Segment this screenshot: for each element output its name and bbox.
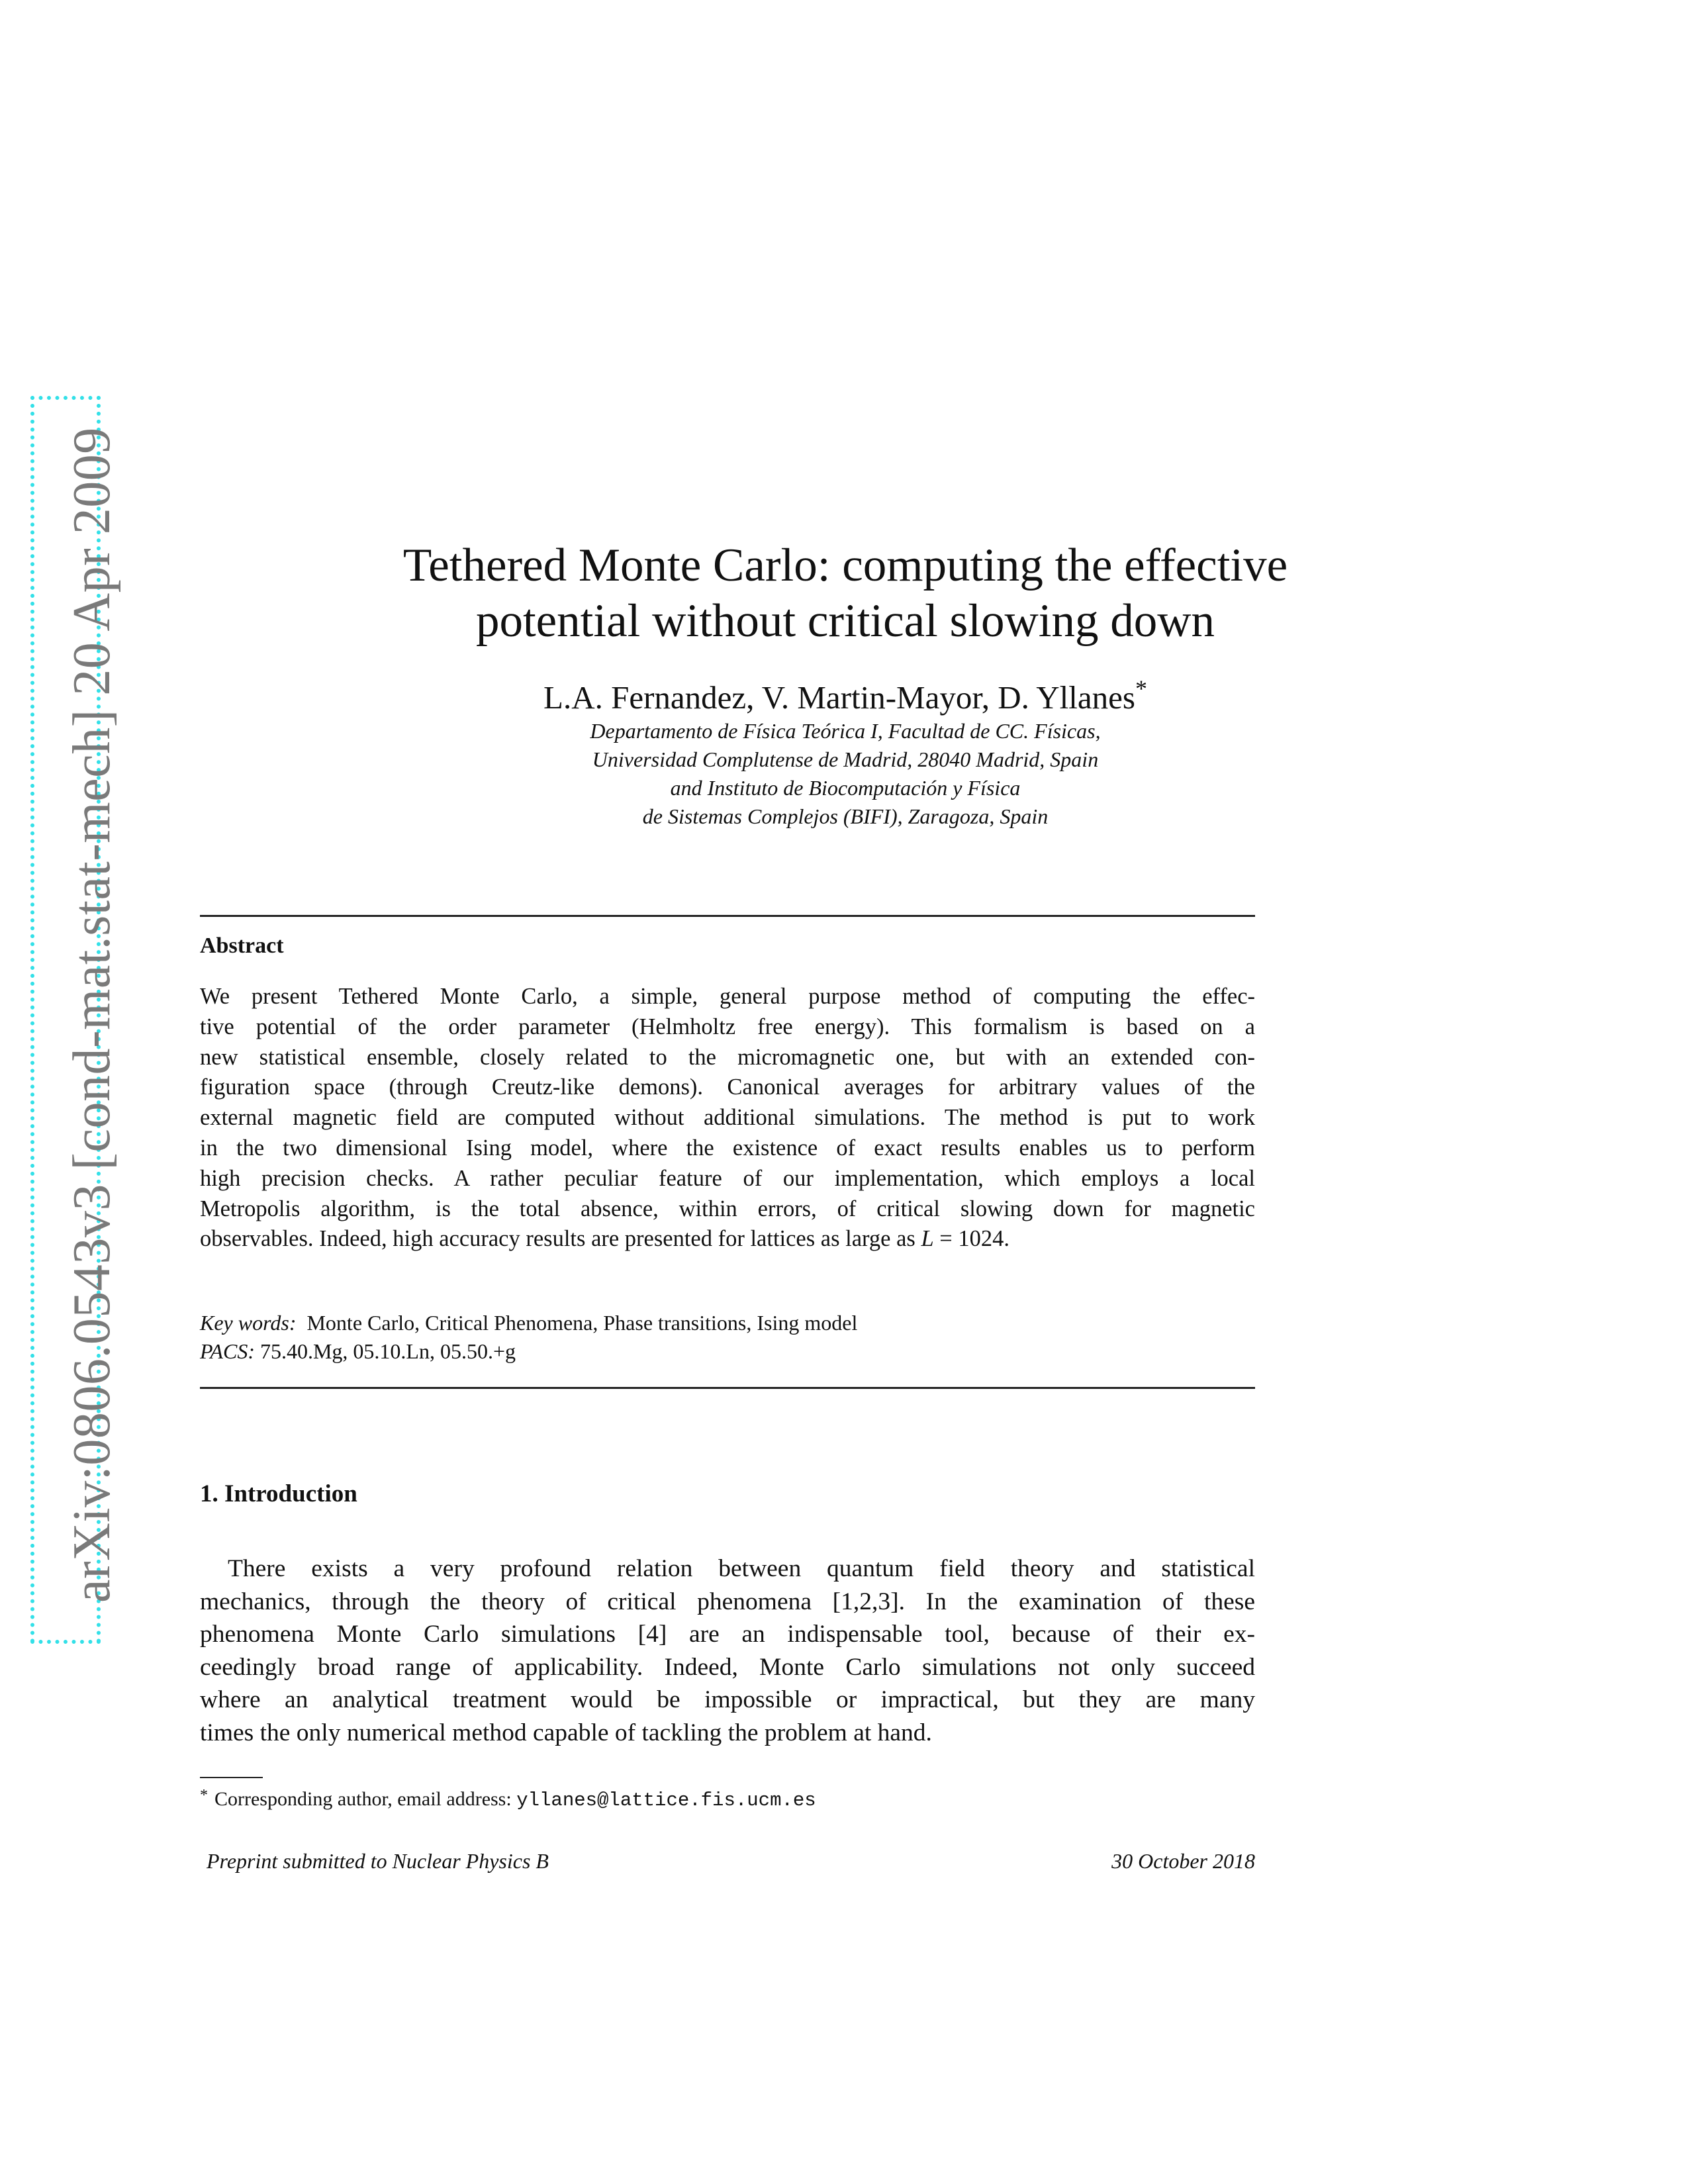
abstract-last-text: observables. Indeed, high accuracy results are presented for lattices as large as bbox=[200, 1226, 921, 1252]
author-footnote-mark[interactable]: * bbox=[1135, 675, 1147, 702]
intro-line: phenomena Monte Carlo simulations [4] are an indispensable tool, because of their ex- bbox=[200, 1621, 1255, 1648]
section-heading-introduction: 1. Introduction bbox=[200, 1480, 357, 1507]
footnote-text: Corresponding author, email address: bbox=[214, 1788, 517, 1810]
affiliation-line: Universidad Complutense de Madrid, 28040 Madrid, Spain bbox=[592, 747, 1099, 771]
title-line-2: potential without critical slowing down bbox=[475, 595, 1215, 647]
abstract-body bbox=[200, 982, 1255, 1255]
arxiv-identifier[interactable]: arXiv:0806.0543v3 [cond-mat.stat-mech] 20 Apr 2009 bbox=[63, 427, 121, 1603]
lattice-size-value: = 1024. bbox=[933, 1226, 1010, 1252]
corresponding-author-footnote bbox=[200, 1782, 816, 1814]
title-line-1: Tethered Monte Carlo: computing the effective bbox=[402, 540, 1288, 591]
intro-line: ceedingly broad range of applicability. Indeed, Monte Carlo simulations not only succeed bbox=[200, 1653, 1255, 1681]
author-names: L.A. Fernandez, V. Martin-Mayor, D. Yllanes bbox=[543, 679, 1135, 716]
intro-line: where an analytical treatment would be impossible or impractical, but they are many bbox=[200, 1686, 1255, 1713]
abstract-bottom-rule bbox=[200, 1387, 1255, 1389]
introduction-paragraph bbox=[200, 1552, 1255, 1749]
pacs-line bbox=[200, 1337, 857, 1366]
affiliation-line: de Sistemas Complejos (BIFI), Zaragoza, Spain bbox=[642, 804, 1049, 828]
abstract-last-line bbox=[200, 1224, 1255, 1255]
paper-title bbox=[200, 538, 1491, 649]
abstract-line: Metropolis algorithm, is the total absence, within errors, of critical slowing down for magnetic bbox=[200, 1196, 1255, 1221]
pacs-value: 75.40.Mg, 05.10.Ln, 05.50.+g bbox=[259, 1339, 516, 1363]
pacs-label: PACS: bbox=[200, 1339, 255, 1363]
affiliation-line: Departamento de Física Teórica I, Facultad de CC. Físicas, bbox=[590, 719, 1101, 743]
abstract-line: in the two dimensional Ising model, where the existence of exact results enables us to perform bbox=[200, 1135, 1255, 1161]
preprint-date: 30 October 2018 bbox=[1111, 1849, 1255, 1873]
author-email-link[interactable]: yllanes@lattice.fis.ucm.es bbox=[516, 1789, 816, 1811]
abstract-line: high precision checks. A rather peculiar feature of our implementation, which employs a local bbox=[200, 1165, 1255, 1191]
abstract-line: figuration space (through Creutz-like demons). Canonical averages for arbitrary values of the bbox=[200, 1074, 1255, 1100]
abstract-line: external magnetic field are computed without additional simulations. The method is put to work bbox=[200, 1105, 1255, 1131]
keywords-label: Key words: bbox=[200, 1311, 297, 1335]
footnote-rule bbox=[200, 1777, 263, 1778]
abstract-heading: Abstract bbox=[200, 933, 284, 958]
affiliation bbox=[200, 717, 1491, 831]
intro-line: times the only numerical method capable of tackling the problem at hand. bbox=[200, 1719, 932, 1746]
intro-line: There exists a very profound relation between quantum field theory and statistical bbox=[228, 1555, 1255, 1582]
keywords-line bbox=[200, 1309, 857, 1337]
abstract-line: tive potential of the order parameter (Helmholtz free energy). This formalism is based on a bbox=[200, 1014, 1255, 1039]
lattice-size-symbol: L bbox=[921, 1226, 934, 1252]
keywords-value: Monte Carlo, Critical Phenomena, Phase transitions, Ising model bbox=[306, 1311, 858, 1335]
keywords-block bbox=[200, 1309, 857, 1366]
abstract-line: We present Tethered Monte Carlo, a simple, general purpose method of computing the effec- bbox=[200, 984, 1255, 1009]
abstract-top-rule bbox=[200, 915, 1255, 917]
intro-line: mechanics, through the theory of critical phenomena [1,2,3]. In the examination of these bbox=[200, 1588, 1255, 1615]
footnote-mark: * bbox=[200, 1787, 208, 1804]
preprint-note: Preprint submitted to Nuclear Physics B bbox=[207, 1849, 549, 1873]
author-list bbox=[200, 669, 1491, 718]
affiliation-line: and Instituto de Biocomputación y Física bbox=[670, 776, 1021, 800]
abstract-line: new statistical ensemble, closely related to the micromagnetic one, but with an extended con- bbox=[200, 1044, 1255, 1070]
